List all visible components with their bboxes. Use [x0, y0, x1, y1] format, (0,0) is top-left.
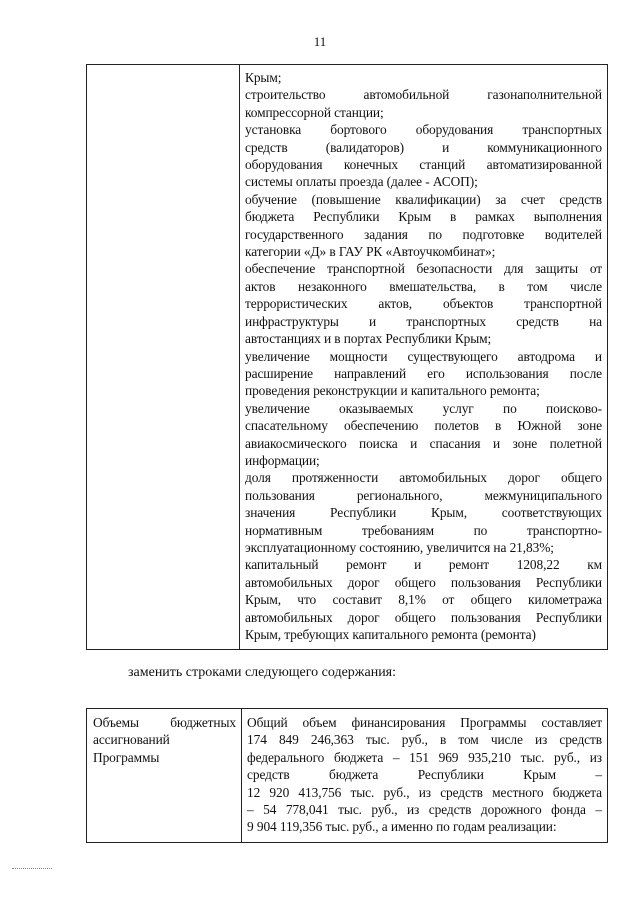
text-line: проведения реконструкции и капитального ремонта;: [245, 383, 540, 399]
text-line: пользования регионального, межмуниципального: [245, 487, 602, 503]
text-line: террористических актов, объектов транспортной: [245, 296, 602, 312]
page-number: 11: [313, 34, 327, 49]
text-line: Общий объем финансирования Программы составляет: [247, 715, 602, 730]
text-line: строительство автомобильной газонаполнительной: [245, 87, 602, 103]
text-line: установка бортового оборудования транспортных: [245, 122, 602, 138]
text-line: актов незаконного вмешательства, в том числе: [245, 278, 602, 294]
text-line: системы оплаты проезда (далее - АСОП);: [245, 174, 478, 190]
budget-value-cell: [242, 709, 608, 843]
text-line: доля протяженности автомобильных дорог общего: [245, 470, 602, 486]
top-table-empty-cell: [87, 65, 240, 650]
text-line: – 54 778,041 тыс. руб., из средств дорожного фонда –: [247, 802, 602, 818]
bottom-table: [86, 708, 608, 843]
text-line: оборудования конечных станций автоматизированной: [245, 157, 602, 173]
text-line: Крым, что составит 8,1% от общего километража: [245, 592, 602, 608]
text-line: значения Республики Крым, соответствующих: [245, 505, 602, 521]
text-line: спасательному обеспечению полетов в Южной зоне: [245, 418, 602, 434]
text-line: автомобильных дорог общего пользования Республики: [245, 609, 602, 625]
text-line: Крым;: [245, 70, 282, 85]
text-line: Крым, требующих капитального ремонта (ремонта): [245, 627, 536, 642]
text-line: компрессорной станции;: [245, 104, 384, 120]
text-line: автостанциях и в портах Республики Крым;: [245, 331, 492, 347]
text-line: Объемы бюджетных: [93, 715, 236, 730]
text-line: обеспечение транспортной безопасности для защиты от: [245, 261, 602, 277]
text-line: федерального бюджета – 151 969 935,210 тыс. руб., из: [247, 749, 602, 765]
scan-mark: [12, 868, 52, 870]
replace-instruction: заменить строками следующего содержания:: [128, 665, 397, 680]
budget-label-cell: [87, 709, 242, 843]
text-line: ассигнований: [93, 732, 170, 748]
text-line: расширение направлений его использования после: [245, 365, 602, 381]
text-line: автомобильных дорог общего пользования Республики: [245, 574, 602, 590]
text-line: увеличение оказываемых услуг по поисково-: [245, 400, 602, 416]
text-line: 12 920 413,756 тыс. руб., из средств местного бюджета: [247, 784, 602, 800]
text-line: государственного задания по подготовке водителей: [245, 226, 602, 242]
text-line: авиакосмического поиска и спасания и зоне полетной: [245, 435, 602, 451]
text-line: средств бюджета Республики Крым –: [247, 767, 602, 783]
text-line: эксплуатационному состоянию, увеличится на 21,83%;: [245, 539, 554, 555]
text-line: бюджета Республики Крым в рамках выполнения: [245, 209, 602, 225]
text-line: категории «Д» в ГАУ РК «Автоучкомбинат»;: [245, 244, 496, 260]
text-line: капитальный ремонт и ремонт 1208,22 км: [245, 557, 602, 573]
text-line: обучение (повышение квалификации) за счет средств: [245, 191, 602, 207]
top-table-text-cell: [240, 65, 608, 650]
top-table: [86, 64, 608, 650]
text-line: 174 849 246,363 тыс. руб., в том числе из средств: [247, 732, 602, 748]
text-line: увеличение мощности существующего автодрома и: [245, 348, 602, 364]
text-line: информации;: [245, 452, 320, 468]
text-line: нормативным требованиям по транспортно-: [245, 522, 602, 538]
text-line: инфраструктуры и транспортных средств на: [245, 313, 602, 329]
text-line: Программы: [93, 749, 160, 765]
text-line: 9 904 119,356 тыс. руб., а именно по годам реализации:: [247, 819, 557, 835]
text-line: средств (валидаторов) и коммуникационного: [245, 139, 602, 155]
